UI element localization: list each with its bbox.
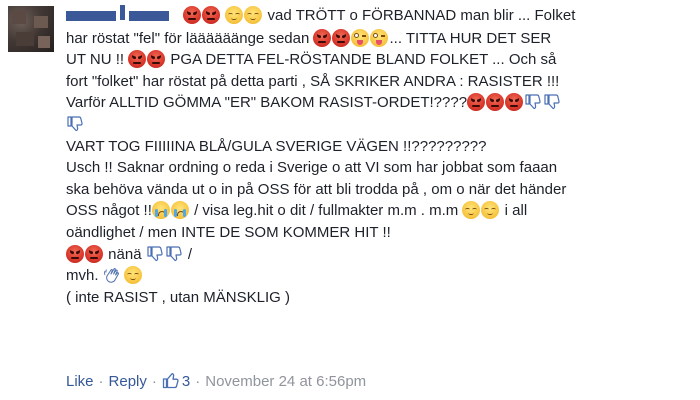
angry-emoji-icon: [183, 6, 201, 24]
comment-text: ... TITTA HUR DET SER: [389, 29, 552, 47]
thumbs-down-icon: [146, 245, 164, 263]
comment-text: vad TRÖTT o FÖRBANNAD man blir ... Folket: [267, 7, 576, 24]
comment-text: PGA DETTA FEL-RÖSTANDE BLAND FOLKET ... Och så: [170, 51, 557, 69]
comment-text: Varför ALLTID GÖMMA "ER" BAKOM RASIST-ORDET!????: [66, 94, 468, 112]
comment-text: ( inte RASIST , utan MÄNSKLIG ): [66, 288, 290, 306]
comment-text: UT NU !!: [66, 51, 125, 69]
comment-body: [66, 5, 691, 308]
angry-emoji-icon: [66, 245, 84, 263]
crying-face-emoji-icon: [171, 201, 189, 219]
comment-text: Usch !! Saknar ordning o reda i Sverige o att VI som har jobbat som faaan: [66, 159, 558, 177]
commenter-name-redacted[interactable]: [66, 5, 179, 28]
waving-hand-icon: [103, 266, 123, 284]
comment-text: / visa leg.hit o dit / fullmakter m.m . m.m: [194, 202, 459, 220]
angry-emoji-icon: [202, 6, 220, 24]
comment-text: nänä: [108, 245, 142, 263]
angry-emoji-icon: [486, 93, 504, 111]
comment-text: oändlighet / men INTE DE SOM KOMMER HIT !!: [66, 223, 391, 241]
like-thumb-icon[interactable]: [162, 372, 180, 389]
separator-dot: ·: [98, 373, 104, 390]
thumbs-down-icon: [165, 245, 183, 263]
comment-text: mvh.: [66, 267, 99, 285]
relieved-emoji-icon: [481, 201, 499, 219]
angry-emoji-icon: [332, 29, 350, 47]
angry-emoji-icon: [505, 93, 523, 111]
thumbs-down-icon: [524, 93, 542, 111]
like-count[interactable]: 3: [181, 373, 191, 390]
angry-emoji-icon: [85, 245, 103, 263]
relieved-emoji-icon: [225, 6, 243, 24]
comment-text: ska behöva vända ut o in på OSS för att bli trodda på , om o när det händer: [66, 180, 567, 198]
separator-dot: ·: [151, 373, 157, 390]
crazy-face-emoji-icon: [351, 29, 369, 47]
thumbs-down-icon: [66, 115, 84, 133]
crazy-face-emoji-icon: [370, 29, 388, 47]
separator-dot: ·: [195, 373, 201, 390]
comment-text: har röstat "fel" för läääääänge sedan: [66, 29, 310, 47]
thumbs-down-icon: [543, 93, 561, 111]
comment-actions: [66, 372, 366, 390]
comment-text: /: [187, 245, 193, 263]
commenter-avatar[interactable]: [8, 6, 54, 52]
comment-text: i all: [504, 202, 528, 220]
comment-text: VART TOG FIIIIINA BLÅ/GULA SVERIGE VÄGEN !!?????????: [66, 137, 487, 155]
comment-text: fort "folket" har röstat på detta parti , SÅ SKRIKER ANDRA : RASISTER !!!: [66, 72, 560, 90]
angry-emoji-icon: [128, 50, 146, 68]
angry-emoji-icon: [313, 29, 331, 47]
relieved-emoji-icon: [244, 6, 262, 24]
angry-emoji-icon: [467, 93, 485, 111]
comment-text: OSS något !!: [66, 202, 152, 220]
relieved-emoji-icon: [124, 266, 142, 284]
reply-link[interactable]: Reply: [108, 373, 147, 390]
relieved-emoji-icon: [462, 201, 480, 219]
comment-timestamp[interactable]: November 24 at 6:56pm: [205, 373, 367, 390]
crying-face-emoji-icon: [152, 201, 170, 219]
like-link[interactable]: Like: [66, 373, 94, 390]
angry-emoji-icon: [147, 50, 165, 68]
